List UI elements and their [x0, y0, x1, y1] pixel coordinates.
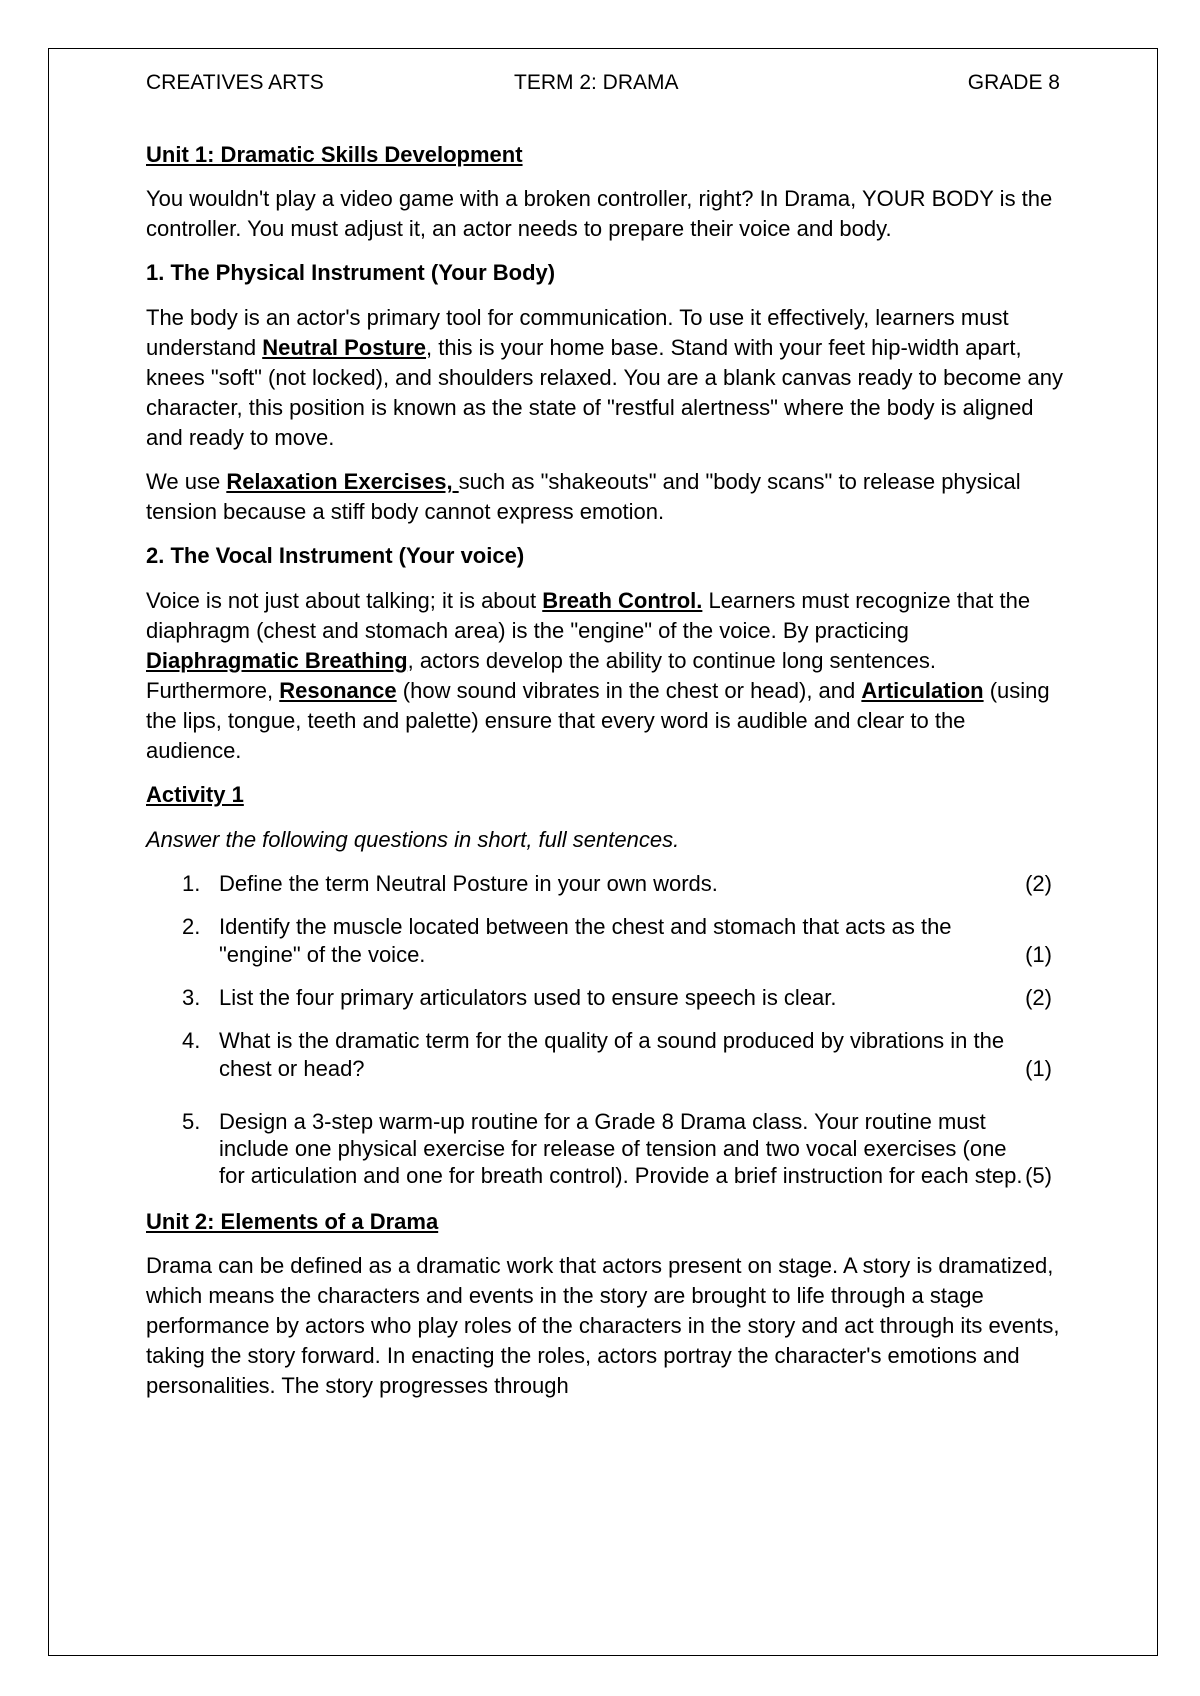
question-marks: (1)	[1025, 942, 1052, 967]
section1-paragraph2	[146, 467, 1064, 527]
header-subject: CREATIVES ARTS	[146, 71, 324, 94]
question-text: Identify the muscle located between the chest and stomach that acts as the "engine" of the voice.	[219, 914, 952, 967]
section2-text-a: Voice is not just about talking; it is about	[146, 588, 543, 613]
section1-p2-text-b: such as "shakeouts" and "body scans" to release physical tension because a stiff body cannot express emotion.	[146, 469, 1021, 524]
question-number: 5.	[182, 1109, 201, 1134]
term-articulation: Articulation	[861, 678, 984, 703]
unit1-title: Unit 1: Dramatic Skills Development	[146, 142, 523, 167]
activity1-title: Activity 1	[146, 782, 244, 807]
section1-p2-text-a: We use	[146, 469, 227, 494]
term-neutral-posture: Neutral Posture	[262, 335, 427, 360]
unit2-title: Unit 2: Elements of a Drama	[146, 1209, 439, 1234]
section2-text-b: Learners must recognize that the diaphragm (chest and stomach area) is the "engine" of the voice. By practicing	[146, 588, 1031, 643]
activity1-instruction: Answer the following questions in short, full sentences.	[146, 827, 680, 852]
section1-p1-text-a: The body is an actor's primary tool for communication. To use it effectively, learners must understand	[146, 305, 1009, 360]
question-text: Define the term Neutral Posture in your own words.	[219, 871, 718, 896]
section2-text-c: , actors develop the ability to continue long sentences. Furthermore,	[146, 648, 936, 703]
question-number: 1.	[182, 871, 201, 896]
question-marks: (2)	[1025, 871, 1052, 896]
question-number: 3.	[182, 985, 201, 1010]
page-header	[146, 68, 1064, 98]
question-item	[146, 1108, 1064, 1189]
activity1-questions	[146, 870, 1064, 1189]
question-text: List the four primary articulators used to ensure speech is clear.	[219, 985, 837, 1010]
question-number: 2.	[182, 914, 201, 939]
term-relaxation-exercises: Relaxation Exercises,	[226, 469, 459, 494]
term-resonance: Resonance	[279, 678, 397, 703]
question-item	[146, 913, 1064, 969]
question-item	[146, 984, 1064, 1012]
header-term: TERM 2: DRAMA	[514, 71, 679, 94]
question-item	[146, 870, 1064, 898]
question-marks: (2)	[1025, 985, 1052, 1010]
document-content	[146, 68, 1064, 1415]
section2-heading: 2. The Vocal Instrument (Your voice)	[146, 543, 525, 568]
term-breath-control: Breath Control.	[542, 588, 703, 613]
section1-p1-text-b: , this is your home base. Stand with your feet hip-width apart, knees "soft" (not locked), and shoulders relaxed. You are a blank canvas ready to become any character, this position is known as the state of "restful alertness" where the body is aligned and ready to move.	[146, 335, 1063, 450]
section2-text-d: (how sound vibrates in the chest or head), and	[396, 678, 862, 703]
question-marks: (5)	[1025, 1163, 1052, 1188]
section1-paragraph1	[146, 303, 1064, 453]
header-grade: GRADE 8	[967, 71, 1060, 94]
section2-text-e: (using the lips, tongue, teeth and palette) ensure that every word is audible and clear to the audience.	[146, 678, 1050, 763]
section2-paragraph	[146, 586, 1064, 766]
question-marks: (1)	[1025, 1056, 1052, 1081]
question-item	[146, 1027, 1064, 1083]
unit2-intro: Drama can be defined as a dramatic work that actors present on stage. A story is dramatized, which means the characters and events in the story are brought to life through a stage performance by actors who play roles of the characters in the story and act through its events, taking the story forward. In enacting the roles, actors portray the character's emotions and personalities. The story progresses through	[146, 1253, 1060, 1398]
unit1-intro: You wouldn't play a video game with a broken controller, right? In Drama, YOUR BODY is the controller. You must adjust it, an actor needs to prepare their voice and body.	[146, 186, 1053, 241]
question-text: Design a 3-step warm-up routine for a Grade 8 Drama class. Your routine must include one physical exercise for release of tension and two vocal exercises (one for articulation and one for breath control). Provide a brief instruction for each step.	[219, 1109, 1023, 1188]
question-text: What is the dramatic term for the quality of a sound produced by vibrations in the chest or head?	[219, 1028, 1005, 1081]
question-number: 4.	[182, 1028, 201, 1053]
section1-heading: 1. The Physical Instrument (Your Body)	[146, 260, 556, 285]
term-diaphragmatic-breathing: Diaphragmatic Breathing	[146, 648, 408, 673]
